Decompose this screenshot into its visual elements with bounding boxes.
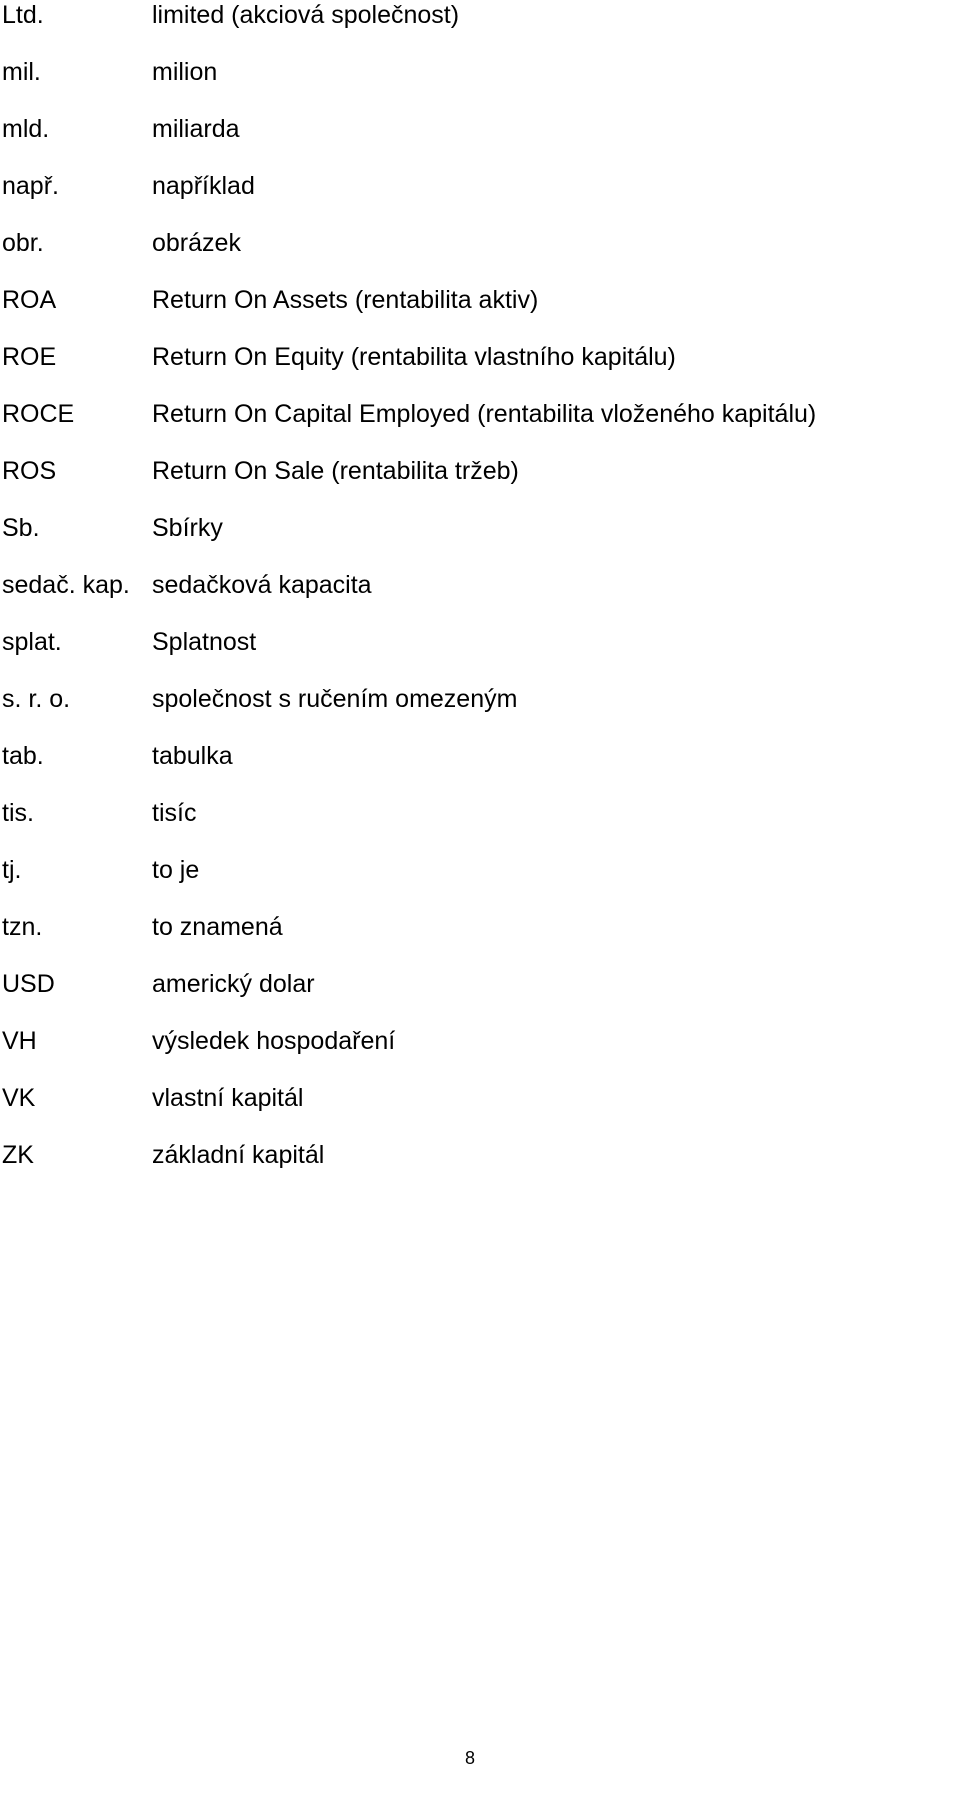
abbreviation-row-obr	[0, 228, 960, 268]
abbreviation-row-napr	[0, 171, 960, 211]
abbreviation-key: splat.	[2, 628, 62, 656]
abbreviation-meaning: miliarda	[152, 115, 240, 143]
page-number: 8	[464, 1748, 475, 1768]
abbreviation-meaning: Return On Assets (rentabilita aktiv)	[152, 286, 539, 314]
abbreviation-meaning: obrázek	[152, 229, 241, 257]
abbreviation-meaning: americký dolar	[152, 970, 315, 998]
abbreviation-key: tzn.	[2, 913, 43, 941]
abbreviation-row-roa	[0, 285, 960, 325]
abbreviation-row-vh	[0, 1026, 960, 1066]
abbreviation-meaning: Return On Capital Employed (rentabilita vloženého kapitálu)	[152, 400, 817, 428]
abbreviation-meaning: Return On Equity (rentabilita vlastního kapitálu)	[152, 343, 676, 371]
abbreviation-meaning: například	[152, 172, 255, 200]
abbreviation-row-roe	[0, 342, 960, 382]
abbreviation-row-zk	[0, 1140, 960, 1180]
abbreviation-key: s. r. o.	[2, 685, 71, 713]
abbreviation-row-tj	[0, 855, 960, 895]
abbreviation-row-tis	[0, 798, 960, 838]
abbreviation-key: USD	[2, 970, 55, 998]
abbreviation-meaning: společnost s ručením omezeným	[152, 685, 518, 713]
abbreviation-meaning: milion	[152, 58, 218, 86]
abbreviation-row-splat	[0, 627, 960, 667]
abbreviation-meaning: to znamená	[152, 913, 283, 941]
abbreviation-meaning: Sbírky	[152, 514, 223, 542]
abbreviation-meaning: základní kapitál	[152, 1141, 325, 1169]
abbreviation-row-usd	[0, 969, 960, 1009]
abbreviation-row-sb	[0, 513, 960, 553]
abbreviation-key: ZK	[2, 1141, 34, 1169]
abbreviation-row-roce	[0, 399, 960, 439]
abbreviation-row-mld	[0, 114, 960, 154]
abbreviation-key: sedač. kap.	[2, 571, 130, 599]
abbreviation-key: např.	[2, 172, 59, 200]
abbreviation-key: tj.	[2, 856, 22, 884]
abbreviation-row-ros	[0, 456, 960, 496]
abbreviation-key: mld.	[2, 115, 50, 143]
abbreviation-key: tab.	[2, 742, 44, 770]
abbreviation-meaning: to je	[152, 856, 200, 884]
abbreviation-key: VK	[2, 1084, 36, 1112]
abbreviation-row-tzn	[0, 912, 960, 952]
abbreviation-meaning: tabulka	[152, 742, 233, 770]
abbreviation-key: Sb.	[2, 514, 40, 542]
abbreviation-meaning: vlastní kapitál	[152, 1084, 304, 1112]
abbreviation-key: tis.	[2, 799, 34, 827]
abbreviation-meaning: výsledek hospodaření	[152, 1027, 396, 1055]
abbreviation-key: VH	[2, 1027, 37, 1055]
abbreviation-key: mil.	[2, 58, 41, 86]
abbreviation-meaning: Return On Sale (rentabilita tržeb)	[152, 457, 519, 485]
abbreviation-key: ROCE	[2, 400, 75, 428]
abbreviation-row-mil	[0, 57, 960, 97]
abbreviation-meaning: limited (akciová společnost)	[152, 1, 460, 29]
abbreviation-meaning: Splatnost	[152, 628, 257, 656]
abbreviation-key: obr.	[2, 229, 44, 257]
abbreviation-meaning: sedačková kapacita	[152, 571, 372, 599]
abbreviation-key: ROS	[2, 457, 57, 485]
abbreviation-row-sedac-kap	[0, 570, 960, 610]
abbreviation-key: ROA	[2, 286, 57, 314]
abbreviation-row-ltd	[0, 0, 960, 40]
abbreviation-key: Ltd.	[2, 1, 44, 29]
abbreviation-row-tab	[0, 741, 960, 781]
abbreviation-row-vk	[0, 1083, 960, 1123]
abbreviation-row-sro	[0, 684, 960, 724]
abbreviation-meaning: tisíc	[152, 799, 197, 827]
abbreviation-key: ROE	[2, 343, 57, 371]
